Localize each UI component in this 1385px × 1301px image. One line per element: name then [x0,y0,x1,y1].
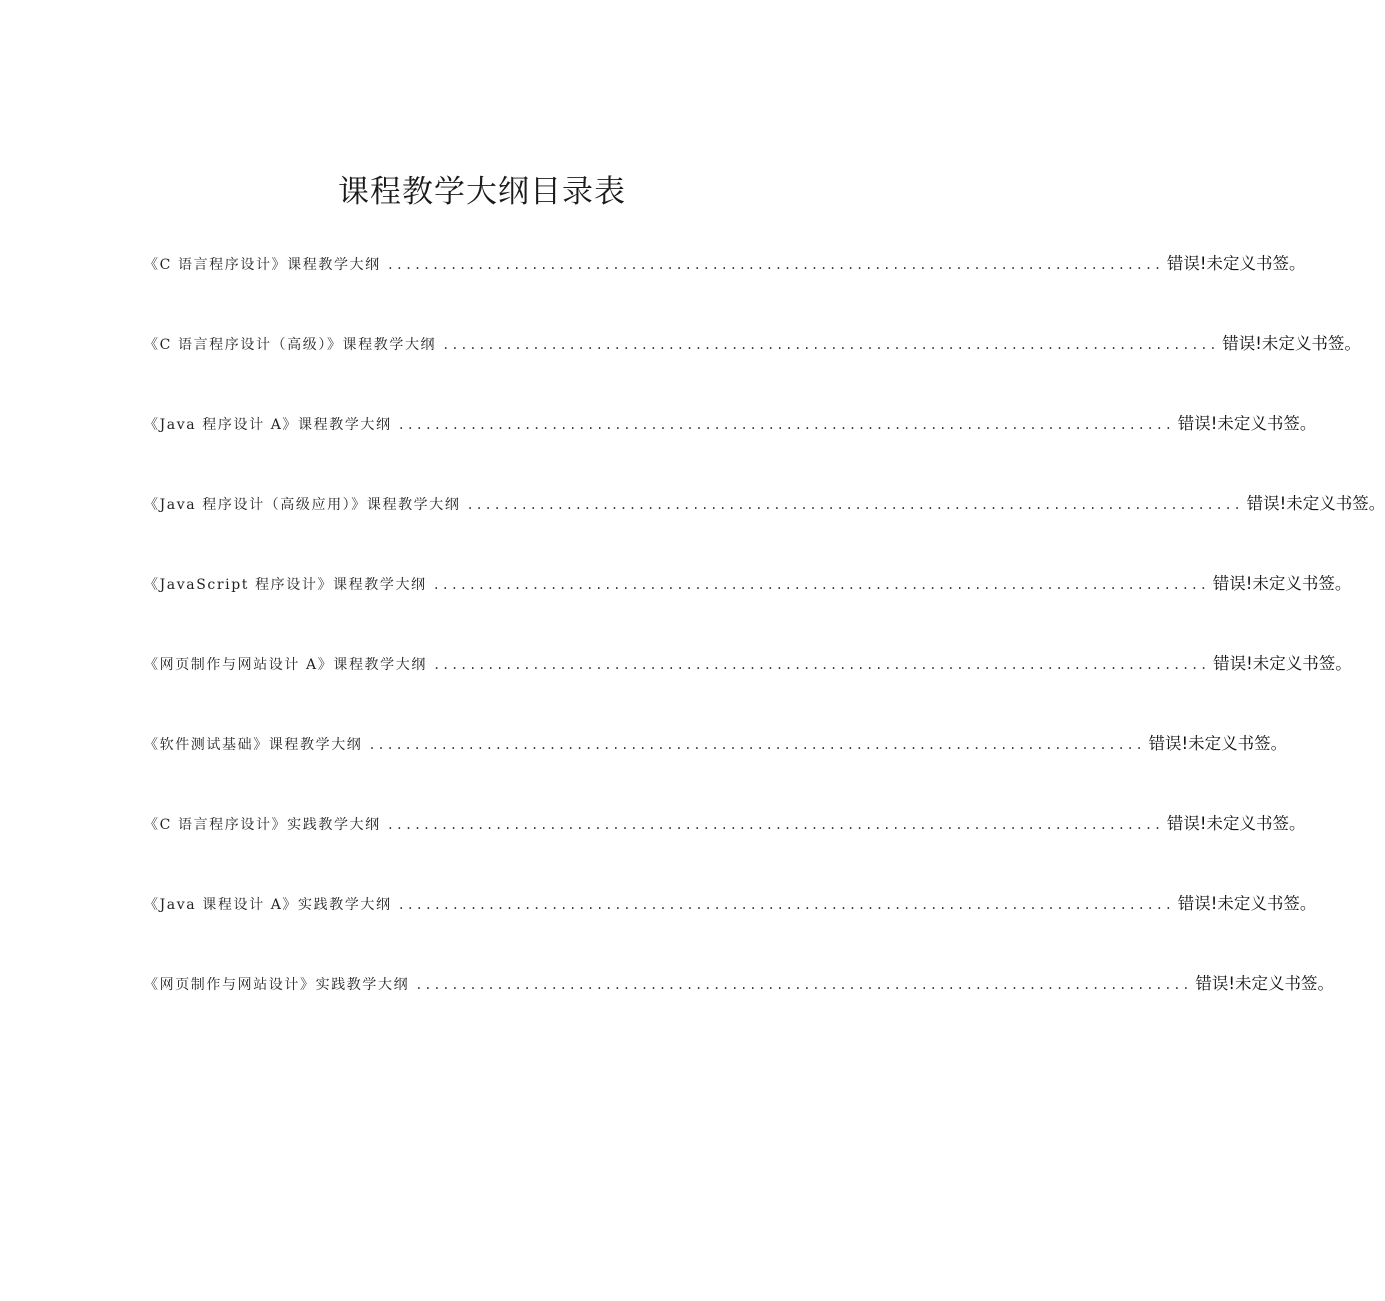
toc-page-ref: 错误!未定义书签。 [1213,654,1352,673]
toc-entry[interactable] [144,250,1306,330]
toc-entry[interactable] [144,490,1385,570]
toc-page-ref: 错误!未定义书签。 [1246,494,1385,513]
toc-page-ref: 错误!未定义书签。 [1195,974,1334,993]
toc-entry-label: 《Java 程序设计（高级应用）》课程教学大纲 [144,497,461,513]
toc-dot-leader: ...................................................................................... [397,898,1174,912]
toc-entry[interactable] [144,970,1334,1050]
toc-page-ref: 错误!未定义书签。 [1148,734,1288,753]
toc-page-ref: 错误!未定义书签。 [1177,894,1317,913]
page-title: 课程教学大纲目录表 [338,174,626,210]
toc-entry[interactable] [144,730,1288,810]
toc-page-ref: 错误!未定义书签。 [1166,814,1306,833]
toc-entry-label: 《C 语言程序设计》实践教学大纲 [144,817,381,833]
toc-entry-label: 《Java 程序设计 A》课程教学大纲 [144,417,392,433]
toc-entry[interactable] [144,330,1361,410]
toc-entry[interactable] [144,890,1317,970]
toc-entry[interactable] [144,810,1306,890]
toc-dot-leader: ...................................................................................... [368,738,1145,752]
toc-page-ref: 错误!未定义书签。 [1212,574,1352,593]
toc-page-ref: 错误!未定义书签。 [1177,414,1317,433]
table-of-contents [144,250,1385,1050]
toc-entry-label: 《JavaScript 程序设计》课程教学大纲 [144,577,427,593]
toc-entry[interactable] [144,570,1352,650]
toc-dot-leader: ...................................................................................... [386,258,1163,272]
toc-dot-leader: ...................................................................................... [386,818,1163,832]
toc-dot-leader: ...................................................................................... [432,658,1210,672]
toc-entry-label: 《网页制作与网站设计 A》课程教学大纲 [144,657,427,673]
toc-entry-label: 《软件测试基础》课程教学大纲 [144,737,363,753]
toc-page-ref: 错误!未定义书签。 [1222,334,1361,353]
toc-entry-label: 《Java 课程设计 A》实践教学大纲 [144,897,392,913]
toc-dot-leader: ...................................................................................... [432,578,1209,592]
toc-dot-leader: ...................................................................................... [466,498,1243,512]
toc-entry[interactable] [144,650,1352,730]
toc-dot-leader: ...................................................................................... [442,338,1219,352]
toc-page-ref: 错误!未定义书签。 [1166,254,1306,273]
toc-entry[interactable] [144,410,1317,490]
toc-entry-label: 《C 语言程序设计（高级）》课程教学大纲 [144,337,437,353]
toc-dot-leader: ...................................................................................... [397,418,1174,432]
toc-entry-label: 《网页制作与网站设计》实践教学大纲 [144,977,410,993]
toc-entry-label: 《C 语言程序设计》课程教学大纲 [144,257,381,273]
toc-dot-leader: ...................................................................................... [415,978,1192,992]
